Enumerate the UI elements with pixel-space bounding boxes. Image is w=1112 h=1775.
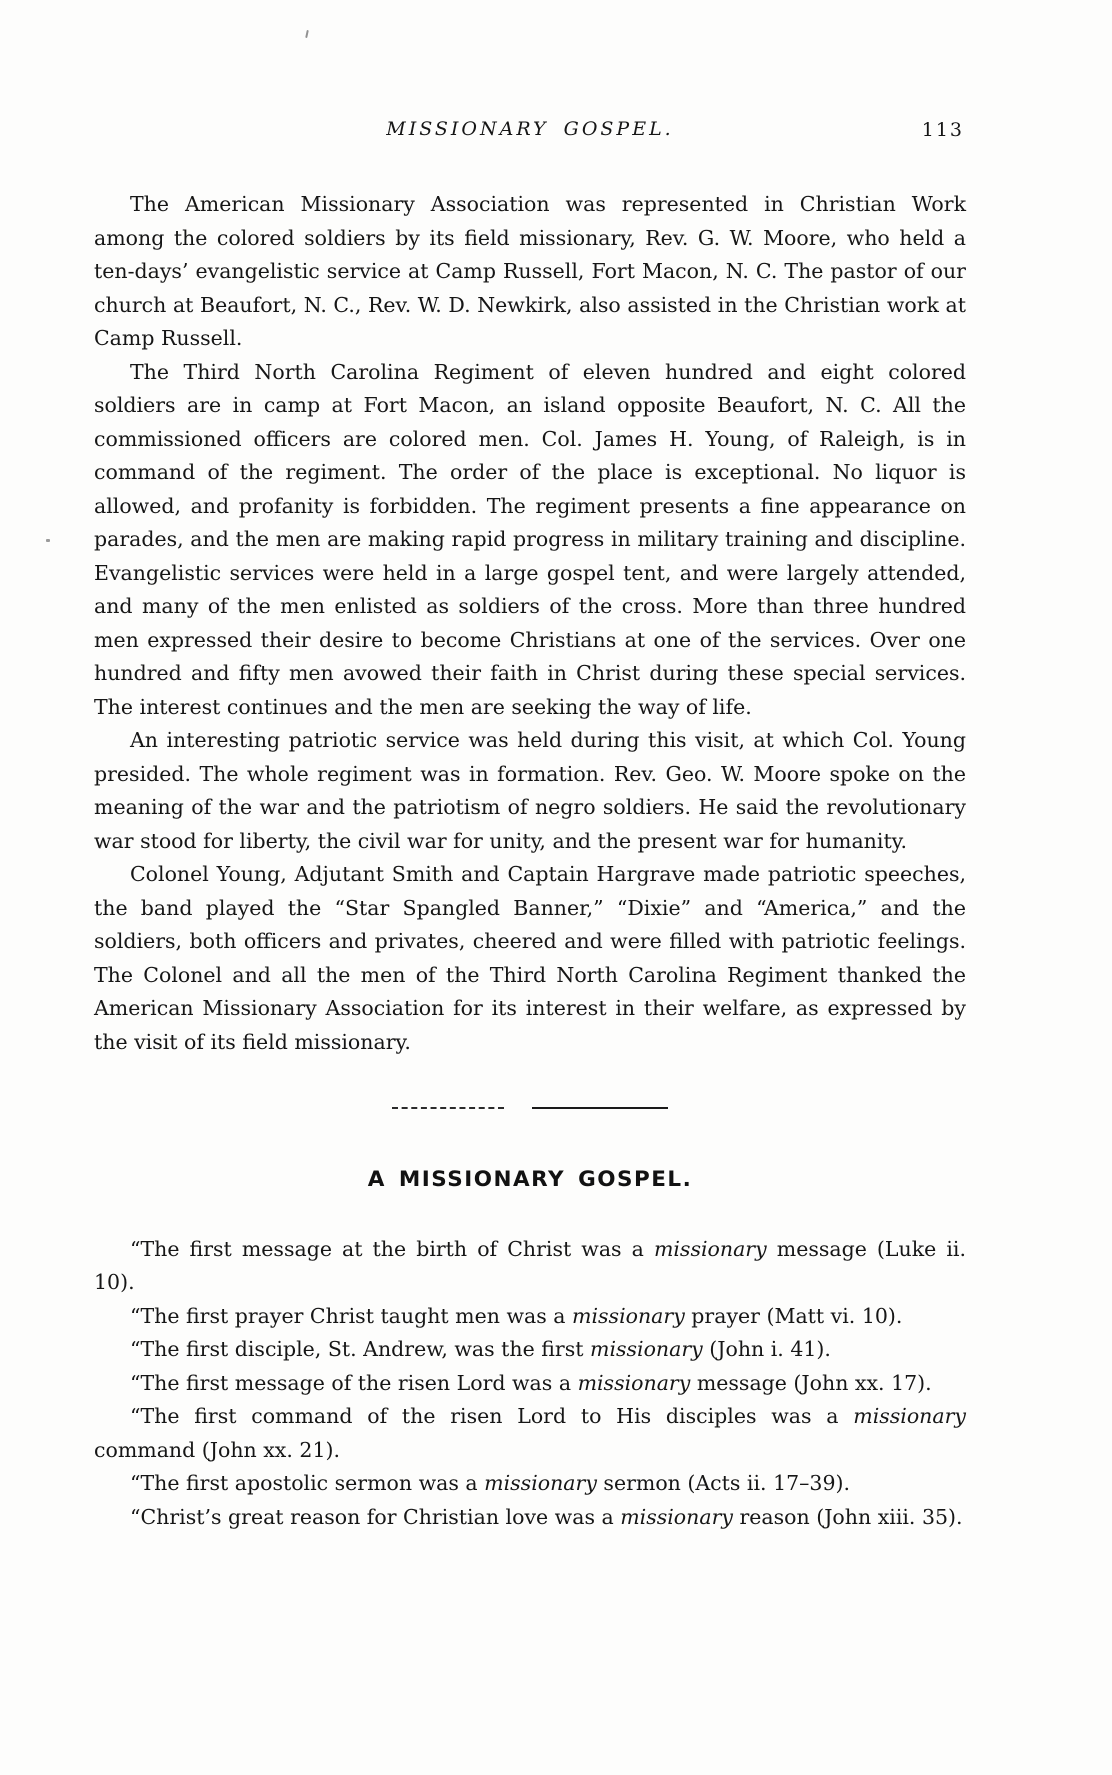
section-heading: A MISSIONARY GOSPEL. [367, 1167, 693, 1192]
paragraph: An interesting patriotic service was held during this visit, at which Col. Young presided. The whole regiment was in formation. Rev. Geo. W. Moore spoke on the meaning of the war and the patriotism of negro soldiers. He said the revolutionary war stood for liberty, the civil war for unity, and the present war for humanity. [94, 728, 966, 853]
section-divider [94, 1105, 966, 1111]
quote-paragraph: “The first disciple, St. Andrew, was the first missionary (John i. 41). [130, 1337, 831, 1361]
page-number: 113 [921, 119, 964, 141]
article-body [94, 188, 966, 1534]
quote-paragraph: “The first prayer Christ taught men was a missionary prayer (Matt vi. 10). [130, 1303, 903, 1328]
paragraph: Colonel Young, Adjutant Smith and Captain Hargrave made patriotic speeches, the band played the “Star Spangled Banner,” “Dixie” and “America,” and the soldiers, both officers and privates, cheered and were filled with patriotic feelings. The Colonel and all the men of the Third North Carolina Regiment thanked the American Missionary Association for its interest in their welfare, as expressed by the visit of its field missionary. [94, 862, 966, 1054]
scan-artifact [46, 539, 50, 542]
divider-rule-left [392, 1107, 504, 1109]
quote-paragraph: “The first message at the birth of Christ was a missionary message (Luke ii. 10). [94, 1236, 966, 1294]
running-head-title: MISSIONARY GOSPEL. [386, 118, 674, 140]
quote-paragraph: “Christ’s great reason for Christian love was a missionary reason (John xiii. 35). [130, 1504, 963, 1529]
quote-paragraph: “The first message of the risen Lord was a missionary message (John xx. 17). [130, 1370, 932, 1395]
running-head [94, 118, 966, 146]
scan-artifact [305, 30, 309, 38]
paragraph: The American Missionary Association was represented in Christian Work among the colored soldiers by its field missionary, Rev. G. W. Moore, who held a ten-days’ evangelistic service at Camp Russell, Fort Macon, N. C. The pastor of our church at Beaufort, N. C., Rev. W. D. Newkirk, also assisted in the Christian work at Camp Russell. [94, 192, 966, 350]
quote-paragraph: “The first apostolic sermon was a missionary sermon (Acts ii. 17–39). [130, 1471, 851, 1495]
divider-rule-right [532, 1107, 668, 1109]
page-content [94, 118, 966, 1534]
quote-paragraph: “The first command of the risen Lord to His disciples was a missionary command (John xx. 21). [94, 1404, 966, 1462]
paragraph: The Third North Carolina Regiment of eleven hundred and eight colored soldiers are in camp at Fort Macon, an island opposite Beaufort, N. C. All the commissioned officers are colored men. Col. James H. Young, of Raleigh, is in command of the regiment. The order of the place is exceptional. No liquor is allowed, and profanity is forbidden. The regiment presents a fine appearance on parades, and the men are making rapid progress in military training and discipline. Evangelistic services were held in a large gospel tent, and were largely attended, and many of the men enlisted as soldiers of the cross. More than three hundred men expressed their desire to become Christians at one of the services. Over one hundred and fifty men avowed their faith in Christ during these special services. The interest continues and the men are seeking the way of life. [94, 359, 966, 719]
